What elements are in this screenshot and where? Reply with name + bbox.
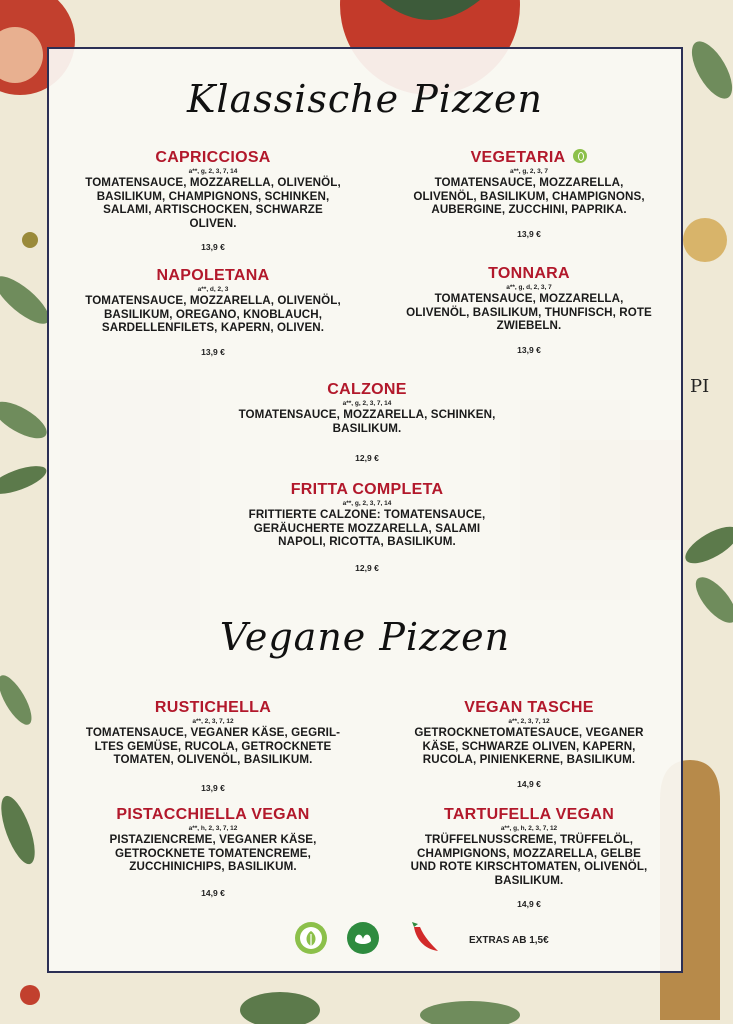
spicy-legend-icon bbox=[406, 919, 440, 953]
item-description: TOMATENSAUCE, VEGANER KÄSE, GEGRIL- LTES GEMÜSE, RUCOLA, GETROCKNETE TOMATEN, OLIVENÖL, BASILIKUM. bbox=[85, 726, 341, 766]
item-price: 12,9 € bbox=[355, 453, 379, 463]
item-allergens: a**, 2, 3, 7, 12 bbox=[192, 718, 234, 725]
section-title-classic: Klassische Pizzen bbox=[187, 77, 543, 121]
item-name: TARTUFELLA VEGAN bbox=[443, 806, 615, 823]
item-description: TOMATENSAUCE, MOZZARELLA, OLIVENÖL, BASILIKUM, CHAMPIGNONS, SCHINKEN, SALAMI, ARTISCHOCKEN, SCHWARZE OLIVEN. bbox=[85, 176, 341, 230]
item-description: FRITTIERTE CALZONE: TOMATENSAUCE, GERÄUCHERTE MOZZARELLA, SALAMI NAPOLI, RICOTTA, BASILIKUM. bbox=[248, 508, 486, 548]
item-allergens: a**, g, 2, 3, 7 bbox=[510, 168, 548, 175]
menu-item-calzone bbox=[199, 381, 535, 463]
item-name: VEGAN TASCHE bbox=[464, 699, 594, 716]
item-name: CAPRICCIOSA bbox=[155, 149, 271, 166]
item-description: TOMATENSAUCE, MOZZARELLA, SCHINKEN, BASILIKUM. bbox=[238, 408, 496, 435]
item-name: FRITTA COMPLETA bbox=[290, 481, 444, 498]
menu-item-rustichella bbox=[63, 699, 363, 793]
menu-item-tonnara bbox=[379, 265, 679, 355]
item-allergens: a**, d, 2, 3 bbox=[197, 286, 229, 293]
menu-item-napoletana bbox=[63, 267, 363, 357]
item-name: PISTACCHIELLA VEGAN bbox=[116, 806, 310, 823]
item-price: 13,9 € bbox=[201, 242, 225, 252]
item-name: RUSTICHELLA bbox=[154, 699, 272, 716]
item-description: TOMATENSAUCE, MOZZARELLA, OLIVENÖL, BASILIKUM, THUNFISCH, ROTE ZWIEBELN. bbox=[406, 292, 652, 332]
vegetarian-icon bbox=[573, 149, 587, 163]
vegetarian-legend-icon bbox=[294, 921, 328, 955]
item-name: NAPOLETANA bbox=[156, 267, 270, 284]
item-allergens: a**, g, 2, 3, 7, 14 bbox=[342, 500, 392, 507]
menu-item-fritta-completa bbox=[199, 481, 535, 573]
item-price: 14,9 € bbox=[517, 778, 541, 789]
menu-item-vegan-tasche bbox=[379, 699, 679, 789]
item-price: 13,9 € bbox=[201, 782, 225, 793]
item-price: 13,9 € bbox=[517, 228, 541, 239]
vegan-legend-icon bbox=[346, 921, 380, 955]
item-name: VEGETARIA bbox=[470, 149, 566, 166]
item-allergens: a**, g, 2, 3, 7, 14 bbox=[342, 400, 392, 407]
menu-item-vegetaria bbox=[379, 149, 679, 239]
section-title-vegan: Vegane Pizzen bbox=[219, 615, 511, 659]
item-description: TRÜFFELNUSSCREME, TRÜFFELÖL, CHAMPIGNONS, MOZZARELLA, GELBE UND ROTE KIRSCHTOMATEN, OLIVENÖL, BASILIKUM. bbox=[410, 833, 648, 887]
item-allergens: a**, h, 2, 3, 7, 12 bbox=[188, 825, 238, 832]
item-name-row bbox=[379, 149, 679, 167]
menu-item-tartufella-vegan bbox=[379, 806, 679, 909]
item-description: TOMATENSAUCE, MOZZARELLA, OLIVENÖL, BASILIKUM, OREGANO, KNOBLAUCH, SARDELLENFILETS, KAPERN, OLIVEN. bbox=[85, 294, 341, 334]
item-description: TOMATENSAUCE, MOZZARELLA, OLIVENÖL, BASILIKUM, CHAMPIGNONS, AUBERGINE, ZUCCHINI, PAPRIKA. bbox=[413, 176, 645, 216]
menu-item-pistacchiella-vegan bbox=[63, 806, 363, 898]
extras-note: EXTRAS AB 1,5€ bbox=[469, 935, 549, 946]
item-price: 14,9 € bbox=[517, 899, 541, 909]
menu-card bbox=[47, 47, 683, 973]
item-allergens: a**, 2, 3, 7, 12 bbox=[508, 718, 550, 725]
item-price: 13,9 € bbox=[517, 344, 541, 355]
menu-item-capricciosa bbox=[63, 149, 363, 252]
item-description: PISTAZIENCREME, VEGANER KÄSE, GETROCKNETE TOMATENCREME, ZUCCHINICHIPS, BASILIKUM. bbox=[109, 833, 317, 873]
item-allergens: a**, g, h, 2, 3, 7, 12 bbox=[500, 825, 558, 832]
item-allergens: a**, g, d, 2, 3, 7 bbox=[506, 284, 552, 291]
background-sign-text: PI bbox=[690, 376, 710, 397]
item-allergens: a**, g, 2, 3, 7, 14 bbox=[188, 168, 238, 175]
item-price: 14,9 € bbox=[201, 887, 225, 898]
item-name: CALZONE bbox=[327, 381, 407, 398]
item-description: GETROCKNETOMATESAUCE, VEGANER KÄSE, SCHWARZE OLIVEN, KAPERN, RUCOLA, PINIENKERNE, BASILIKUM. bbox=[414, 726, 644, 766]
item-price: 12,9 € bbox=[355, 562, 379, 573]
item-price: 13,9 € bbox=[201, 346, 225, 357]
item-name: TONNARA bbox=[488, 265, 570, 282]
